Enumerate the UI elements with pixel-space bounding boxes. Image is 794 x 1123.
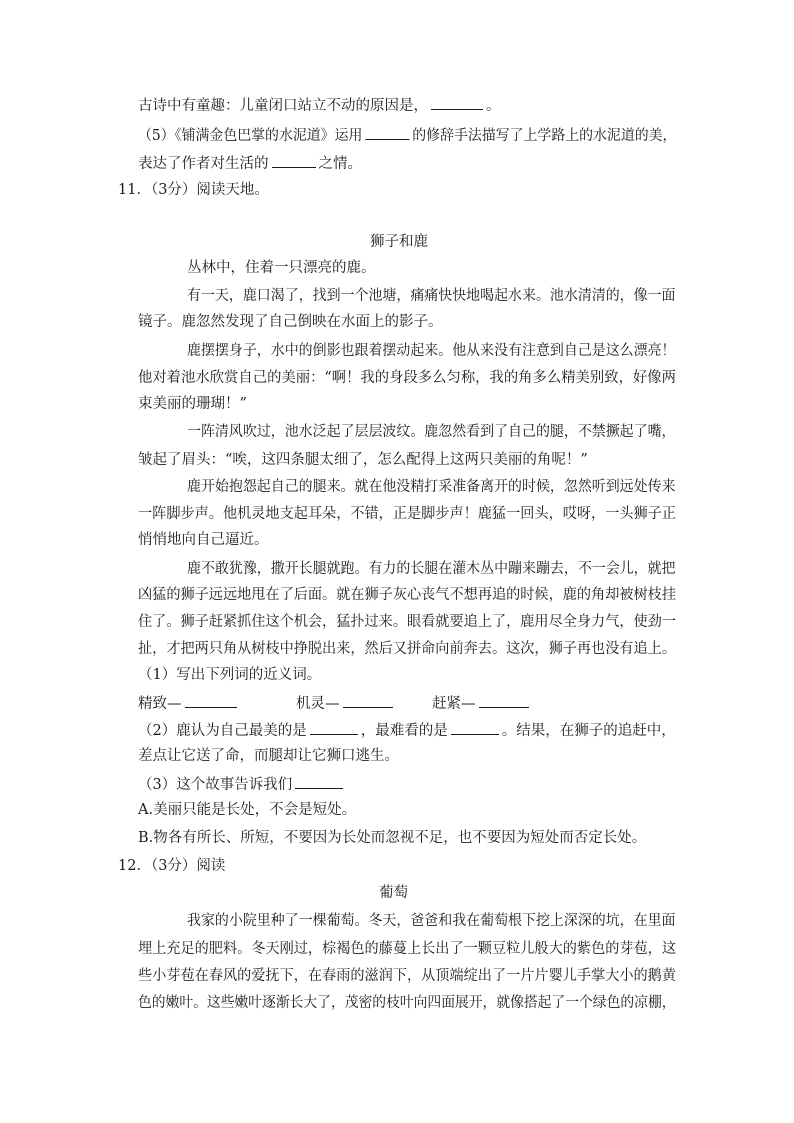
paragraph-line: 些小芽苞在春风的爱抚下，在春雨的滋润下，从顶端绽出了一片片婴儿手掌大小的鹅黄 bbox=[138, 968, 676, 984]
answer-blank[interactable] bbox=[185, 692, 237, 708]
answer-blank[interactable] bbox=[431, 94, 483, 110]
synonym-word: 机灵— bbox=[296, 696, 340, 712]
paragraph-line: 他对着池水欣赏自己的美丽：“啊！我的身段多么匀称，我的角多么精美别致，好像两 bbox=[138, 370, 676, 386]
paragraph-line: 丛林中，住着一只漂亮的鹿。 bbox=[187, 260, 376, 276]
answer-blank[interactable] bbox=[479, 692, 529, 708]
subquestion-3 bbox=[138, 773, 346, 795]
synonym-row bbox=[432, 692, 532, 714]
answer-blank[interactable] bbox=[310, 719, 358, 735]
paragraph-line: 埋上充足的肥料。冬天刚过，棕褐色的藤蔓上长出了一颗豆粒儿般大的紫色的芽苞，这 bbox=[138, 941, 676, 957]
paragraph-line: 鹿不敢犹豫，撒开长腿就跑。有力的长腿在灌木丛中蹦来蹦去，不一会儿，就把 bbox=[187, 561, 676, 577]
q10-line-a bbox=[138, 94, 501, 116]
paragraph-line: 有一天，鹿口渴了，找到一个池塘，痛痛快快地喝起水来。池水清清的，像一面 bbox=[187, 288, 676, 304]
synonym-row bbox=[138, 692, 240, 714]
paragraph-line: 鹿开始抱怨起自己的腿来。就在他没精打采准备离开的时候，忽然听到远处传来 bbox=[187, 479, 676, 495]
subquestion-2 bbox=[138, 719, 676, 741]
answer-blank[interactable] bbox=[343, 692, 393, 708]
q10-text: （5）《铺满金色巴掌的水泥道》运用 bbox=[138, 128, 363, 144]
option-a[interactable]: A.美丽只能是长处，不会是短处。 bbox=[138, 802, 357, 818]
paragraph-line: 一阵脚步声。他机灵地支起耳朵，不错，正是脚步声！鹿猛一回头，哎呀，一头狮子正 bbox=[138, 506, 676, 522]
synonym-word: 精致— bbox=[138, 696, 182, 712]
paragraph-line: 一阵清风吹过，池水泛起了层层波纹。鹿忽然看到了自己的腿，不禁撅起了嘴， bbox=[187, 424, 676, 440]
synonym-row bbox=[296, 692, 396, 714]
answer-blank[interactable] bbox=[272, 152, 316, 168]
paragraph-line: 色的嫩叶。这些嫩叶逐渐长大了，茂密的枝叶向四面展开，就像搭起了一个绿色的凉棚， bbox=[138, 995, 676, 1011]
paragraph-line: 束美丽的珊瑚！” bbox=[138, 396, 247, 412]
paragraph-line: 住了。狮子赶紧抓住这个机会，猛扑过来。眼看就要追上了，鹿用尽全身力气，使劲一 bbox=[138, 614, 676, 630]
question-12-header: 12．（3分）阅读 bbox=[118, 858, 226, 874]
q11-text: ，最难看的是 bbox=[360, 723, 448, 739]
q11-text: （2）鹿认为自己最美的是 bbox=[138, 723, 307, 739]
question-11-header: 11．（3分）阅读天地。 bbox=[118, 182, 269, 198]
q10-text: 表达了作者对生活的 bbox=[138, 156, 269, 172]
q11-text: （3）这个故事告诉我们 bbox=[138, 777, 293, 793]
q10-line-b bbox=[138, 124, 676, 146]
q11-text: 。结果，在狮子的追赶中， bbox=[501, 723, 676, 739]
answer-blank[interactable] bbox=[365, 124, 409, 140]
paragraph-line: 皱起了眉头：“唉，这四条腿太细了，怎么配得上这两只美丽的角呢！” bbox=[138, 452, 588, 468]
answer-blank[interactable] bbox=[451, 719, 499, 735]
option-b[interactable]: B.物各有所长、所短，不要因为长处而忽视不足，也不要因为短处而否定长处。 bbox=[138, 830, 647, 846]
passage-title: 狮子和鹿 bbox=[370, 234, 428, 250]
paragraph-line: 差点让它送了命，而腿却让它狮口逃生。 bbox=[138, 748, 399, 764]
paragraph-line: 悄悄地向自己逼近。 bbox=[138, 532, 269, 548]
q10-text: 之情。 bbox=[318, 156, 362, 172]
paragraph-line: 鹿摆摆身子，水中的倒影也跟着摆动起来。他从来没有注意到自己是这么漂亮！ bbox=[187, 343, 676, 359]
answer-blank[interactable] bbox=[295, 773, 343, 789]
paragraph-line: 镜子。鹿忽然发现了自己倒映在水面上的影子。 bbox=[138, 314, 443, 330]
q10-text: 古诗中有童趣：儿童闭口站立不动的原因是， bbox=[138, 98, 428, 114]
paragraph-line: 我家的小院里种了一棵葡萄。冬天，爸爸和我在葡萄根下挖上深深的坑，在里面 bbox=[187, 913, 676, 929]
subquestion-1: （1）写出下列词的近义词。 bbox=[138, 667, 322, 683]
paragraph-line: 扯，才把两只角从树枝中挣脱出来，然后又拼命向前奔去。这次，狮子再也没有追上。 bbox=[138, 641, 676, 657]
paragraph-line: 凶猛的狮子远远地甩在了后面。就在狮子灰心丧气不想再追的时候，鹿的角却被树枝挂 bbox=[138, 587, 676, 603]
q10-text: 的修辞手法描写了上学路上的水泥道的美， bbox=[412, 128, 677, 144]
synonym-word: 赶紧— bbox=[432, 696, 476, 712]
q10-text: 。 bbox=[486, 98, 501, 114]
q10-line-c bbox=[138, 152, 362, 174]
passage-title: 葡萄 bbox=[379, 885, 408, 901]
